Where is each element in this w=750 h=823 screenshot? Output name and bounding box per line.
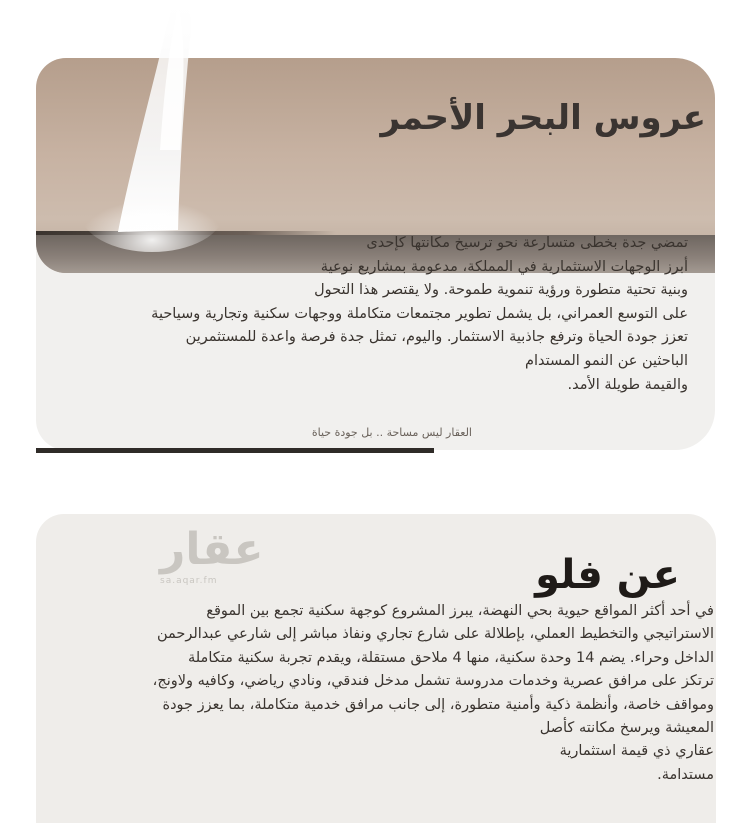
body-line: الباحثين عن النمو المستدام [525, 352, 688, 369]
body-line: ومواقف خاصة، وأنظمة ذكية وأمنية متطورة، إلى جانب مرافق خدمية متكاملة، بما يعزز جودة [162, 696, 714, 713]
watermark-url: sa.aqar.fm [160, 576, 218, 586]
section2-title: عن فلو [535, 552, 680, 598]
section1-title: عروس البحر الأحمر [380, 98, 706, 138]
caption: العقار ليس مساحة .. بل جودة حياة [311, 426, 472, 439]
body-line: تمضي جدة بخطى متسارعة نحو ترسيخ مكانتها كإحدى [366, 235, 688, 251]
body-line: المعيشة ويرسخ مكانته كأصل [539, 720, 714, 737]
fountain-image [60, 0, 240, 270]
body-line: الاستراتيجي والتخطيط العملي، بإطلالة على شارع تجاري ونفاذ مباشر إلى شارعي عبدالرحمن [156, 626, 714, 643]
body-line: والقيمة طويلة الأمد. [567, 376, 688, 393]
divider-bar [36, 448, 434, 453]
watermark-logo: عقار [160, 524, 264, 575]
body-line: ترتكز على مرافق عصرية وخدمات مدروسة تشمل مدخل فندقي، ونادي رياضي، وكافيه ولاونج، [152, 673, 714, 690]
body-line: أبرز الوجهات الاستثمارية في المملكة، مدعومة بمشاريع نوعية [320, 258, 688, 275]
body-line: على التوسع العمراني، بل يشمل تطوير مجتمعات متكاملة ووجهات سكنية وتجارية وسياحية [151, 305, 688, 322]
section1-body [68, 232, 688, 397]
body-line: تعزز جودة الحياة وترفع جاذبية الاستثمار. واليوم، تمثل جدة فرصة واعدة للمستثمرين [185, 329, 688, 346]
section2-body [54, 600, 714, 787]
body-line: وبنية تحتية متطورة ورؤية تنموية طموحة. ولا يقتصر هذا التحول [314, 282, 688, 299]
body-line: في أحد أكثر المواقع حيوية بحي النهضة، يبرز المشروع كوجهة سكنية تجمع بين الموقع [206, 603, 714, 619]
body-line: مستدامة. [657, 766, 714, 783]
body-line: عقاري ذي قيمة استثمارية [559, 743, 714, 760]
body-line: الداخل وحراء. يضم 14 وحدة سكنية، منها 4 ملاحق مستقلة، ويقدم تجربة سكنية متكاملة [187, 649, 714, 666]
